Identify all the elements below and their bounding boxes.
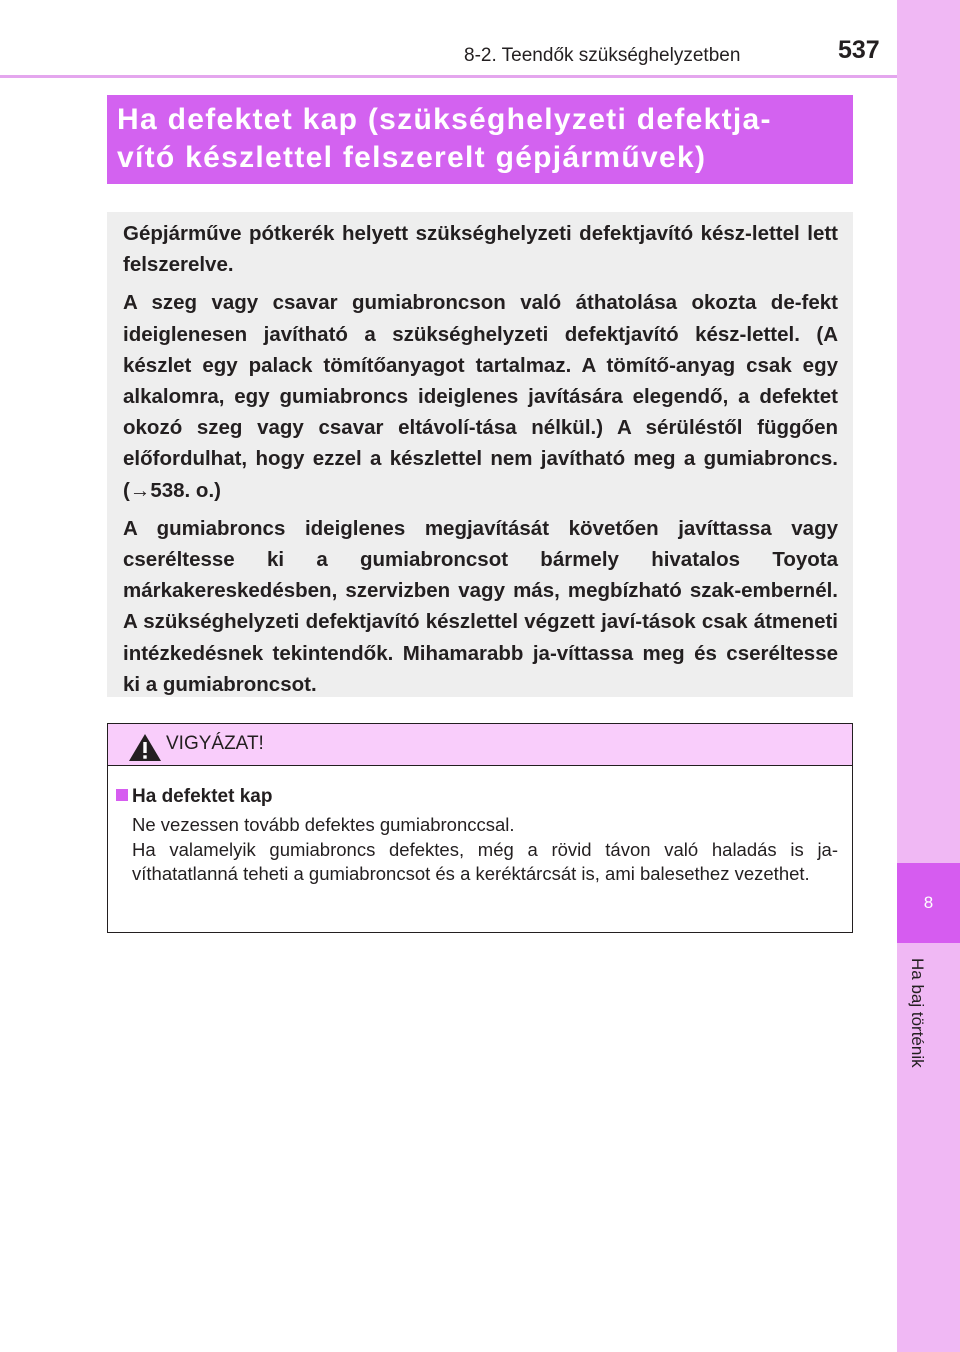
warning-text-line-2: Ha valamelyik gumiabroncs defektes, még a rövid távon való haladás is ja-víthatatlanná teheti a gumiabroncsot és a keréktárcsát is, ami balesethez vezethet. [132, 838, 838, 884]
title-line-2: vító készlettel felszerelt gépjárművek) [117, 141, 707, 174]
warning-text-line-1: Ne vezessen tovább defektes gumiabronccsal. [132, 814, 515, 835]
chapter-number-tab[interactable] [897, 863, 960, 943]
warning-body [108, 766, 852, 887]
chapter-number: 8 [923, 893, 934, 912]
warning-label: VIGYÁZAT! [166, 733, 264, 754]
bullet-square-icon [116, 789, 128, 801]
intro-paragraph-1: Gépjárműve pótkerék helyett szükséghelyzeti defektjavító kész-lettel lett felszerelve. [123, 222, 838, 277]
warning-text [132, 813, 838, 887]
warning-heading: Ha defektet kap [132, 786, 273, 807]
title-banner [107, 95, 853, 184]
page-number: 537 [838, 36, 880, 64]
warning-triangle-icon [128, 733, 162, 762]
intro-paragraph-2: A szeg vagy csavar gumiabroncson való áthatolása okozta de-fekt ideiglenesen javítható a szükséghelyzeti defektjavító kész-lettel. (A készlet egy palack tömítőanyagot tartalmaz. A tömítő-anyag csak egy alkalomra, egy gumiabroncs ideiglenes javítására elegendő, a defektet okozó szeg vagy csavar eltávolí-tása nélkül.) A sérüléstől függően előfordulhat, hogy ezzel a készlettel nem javítható meg a gumiabroncs. (→538. o.) [123, 291, 838, 502]
warning-box [107, 723, 853, 933]
warning-header [108, 724, 852, 766]
intro-box [107, 212, 853, 697]
intro-paragraph-3: A gumiabroncs ideiglenes megjavítását követően javíttassa vagy cseréltesse ki a gumiabroncsot bármely hivatalos Toyota márkakereskedésben, szervizben vagy más, megbízható szak-embernél. A szükséghelyzeti defektjavító készlettel végzett javí-tások csak átmeneti intézkedésnek tekintendők. Mihamarabb ja-víttassa meg és cseréltesse ki a gumiabroncsot. [123, 516, 838, 696]
side-tab-strip [897, 0, 960, 1352]
title-line-1: Ha defektet kap (szükséghelyzeti defektja- [117, 103, 772, 136]
chapter-side-title: Ha baj történik [908, 958, 927, 1068]
header-rule [0, 75, 897, 78]
section-title: 8-2. Teendők szükséghelyzetben [464, 45, 741, 66]
